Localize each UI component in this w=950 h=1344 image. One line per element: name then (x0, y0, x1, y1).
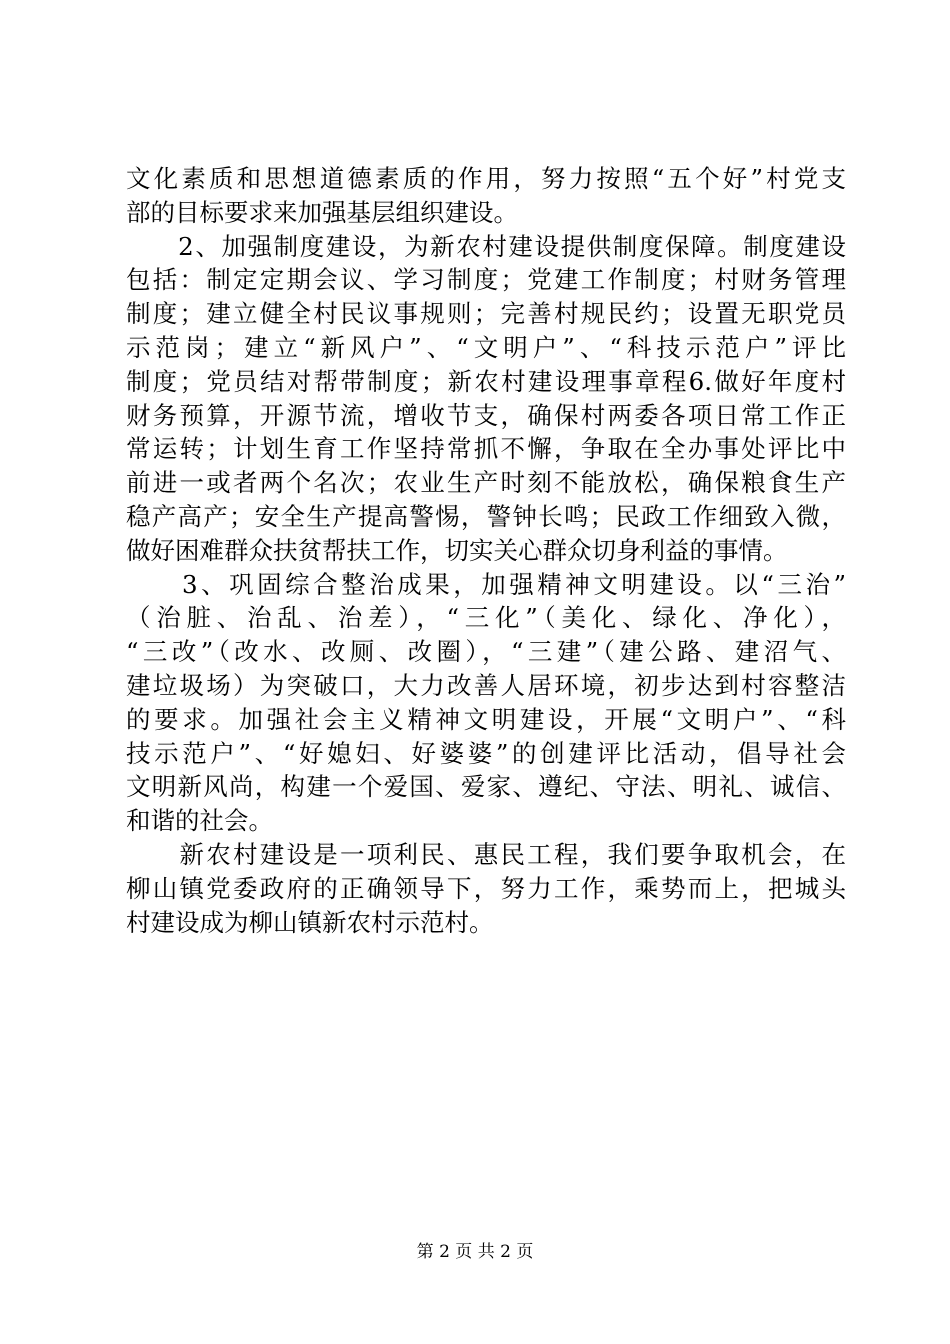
text-line: 示范岗；建立“新风户”、“文明户”、“科技示范户”评比 (126, 332, 846, 362)
text-line: 制度；党员结对帮带制度；新农村建设理事章程6.做好年度村 (126, 366, 846, 396)
text-line: 部的目标要求来加强基层组织建设。 (126, 197, 518, 227)
text-line: 2、加强制度建设，为新农村建设提供制度保障。制度建设 (126, 231, 846, 261)
text-line: 文明新风尚，构建一个爱国、爱家、遵纪、守法、明礼、诚信、 (126, 772, 846, 802)
text-line: 技示范户”、“好媳妇、好婆婆”的创建评比活动，倡导社会 (126, 738, 846, 768)
text-line: 3、巩固综合整治成果，加强精神文明建设。以“三治” (126, 569, 846, 599)
text-line: 前进一或者两个名次；农业生产时刻不能放松，确保粮食生产 (126, 468, 846, 498)
text-line: 和谐的社会。 (126, 806, 273, 836)
text-line: 制度；建立健全村民议事规则；完善村规民约；设置无职党员 (126, 299, 846, 329)
text-line: 柳山镇党委政府的正确领导下，努力工作，乘势而上，把城头 (126, 873, 846, 903)
page-number: 第 2 页 共 2 页 (416, 1242, 534, 1262)
text-line: 村建设成为柳山镇新农村示范村。 (126, 907, 494, 937)
text-line: 文化素质和思想道德素质的作用，努力按照“五个好”村党支 (126, 164, 846, 193)
text-line: 常运转；计划生育工作坚持常抓不懈，争取在全办事处评比中 (126, 434, 846, 464)
text-line: 建垃圾场）为突破口，大力改善人居环境，初步达到村容整洁 (126, 670, 846, 700)
document-body (126, 162, 846, 939)
text-line: 包括：制定定期会议、学习制度；党建工作制度；村财务管理 (126, 265, 846, 295)
text-line: “三改”（改水、改厕、改圈），“三建”（建公路、建沼气、 (126, 637, 846, 667)
text-line: （治脏、治乱、治差），“三化”（美化、绿化、净化）， (126, 603, 846, 633)
text-line: 做好困难群众扶贫帮扶工作，切实关心群众切身利益的事情。 (126, 535, 788, 565)
text-line: 的要求。加强社会主义精神文明建设，开展“文明户”、“科 (126, 704, 846, 734)
text-line: 稳产高产；安全生产提高警惕，警钟长鸣；民政工作细致入微， (126, 501, 846, 531)
text-line: 新农村建设是一项利民、惠民工程，我们要争取机会，在 (126, 839, 846, 869)
text-line: 财务预算，开源节流，增收节支，确保村两委各项日常工作正 (126, 400, 846, 430)
